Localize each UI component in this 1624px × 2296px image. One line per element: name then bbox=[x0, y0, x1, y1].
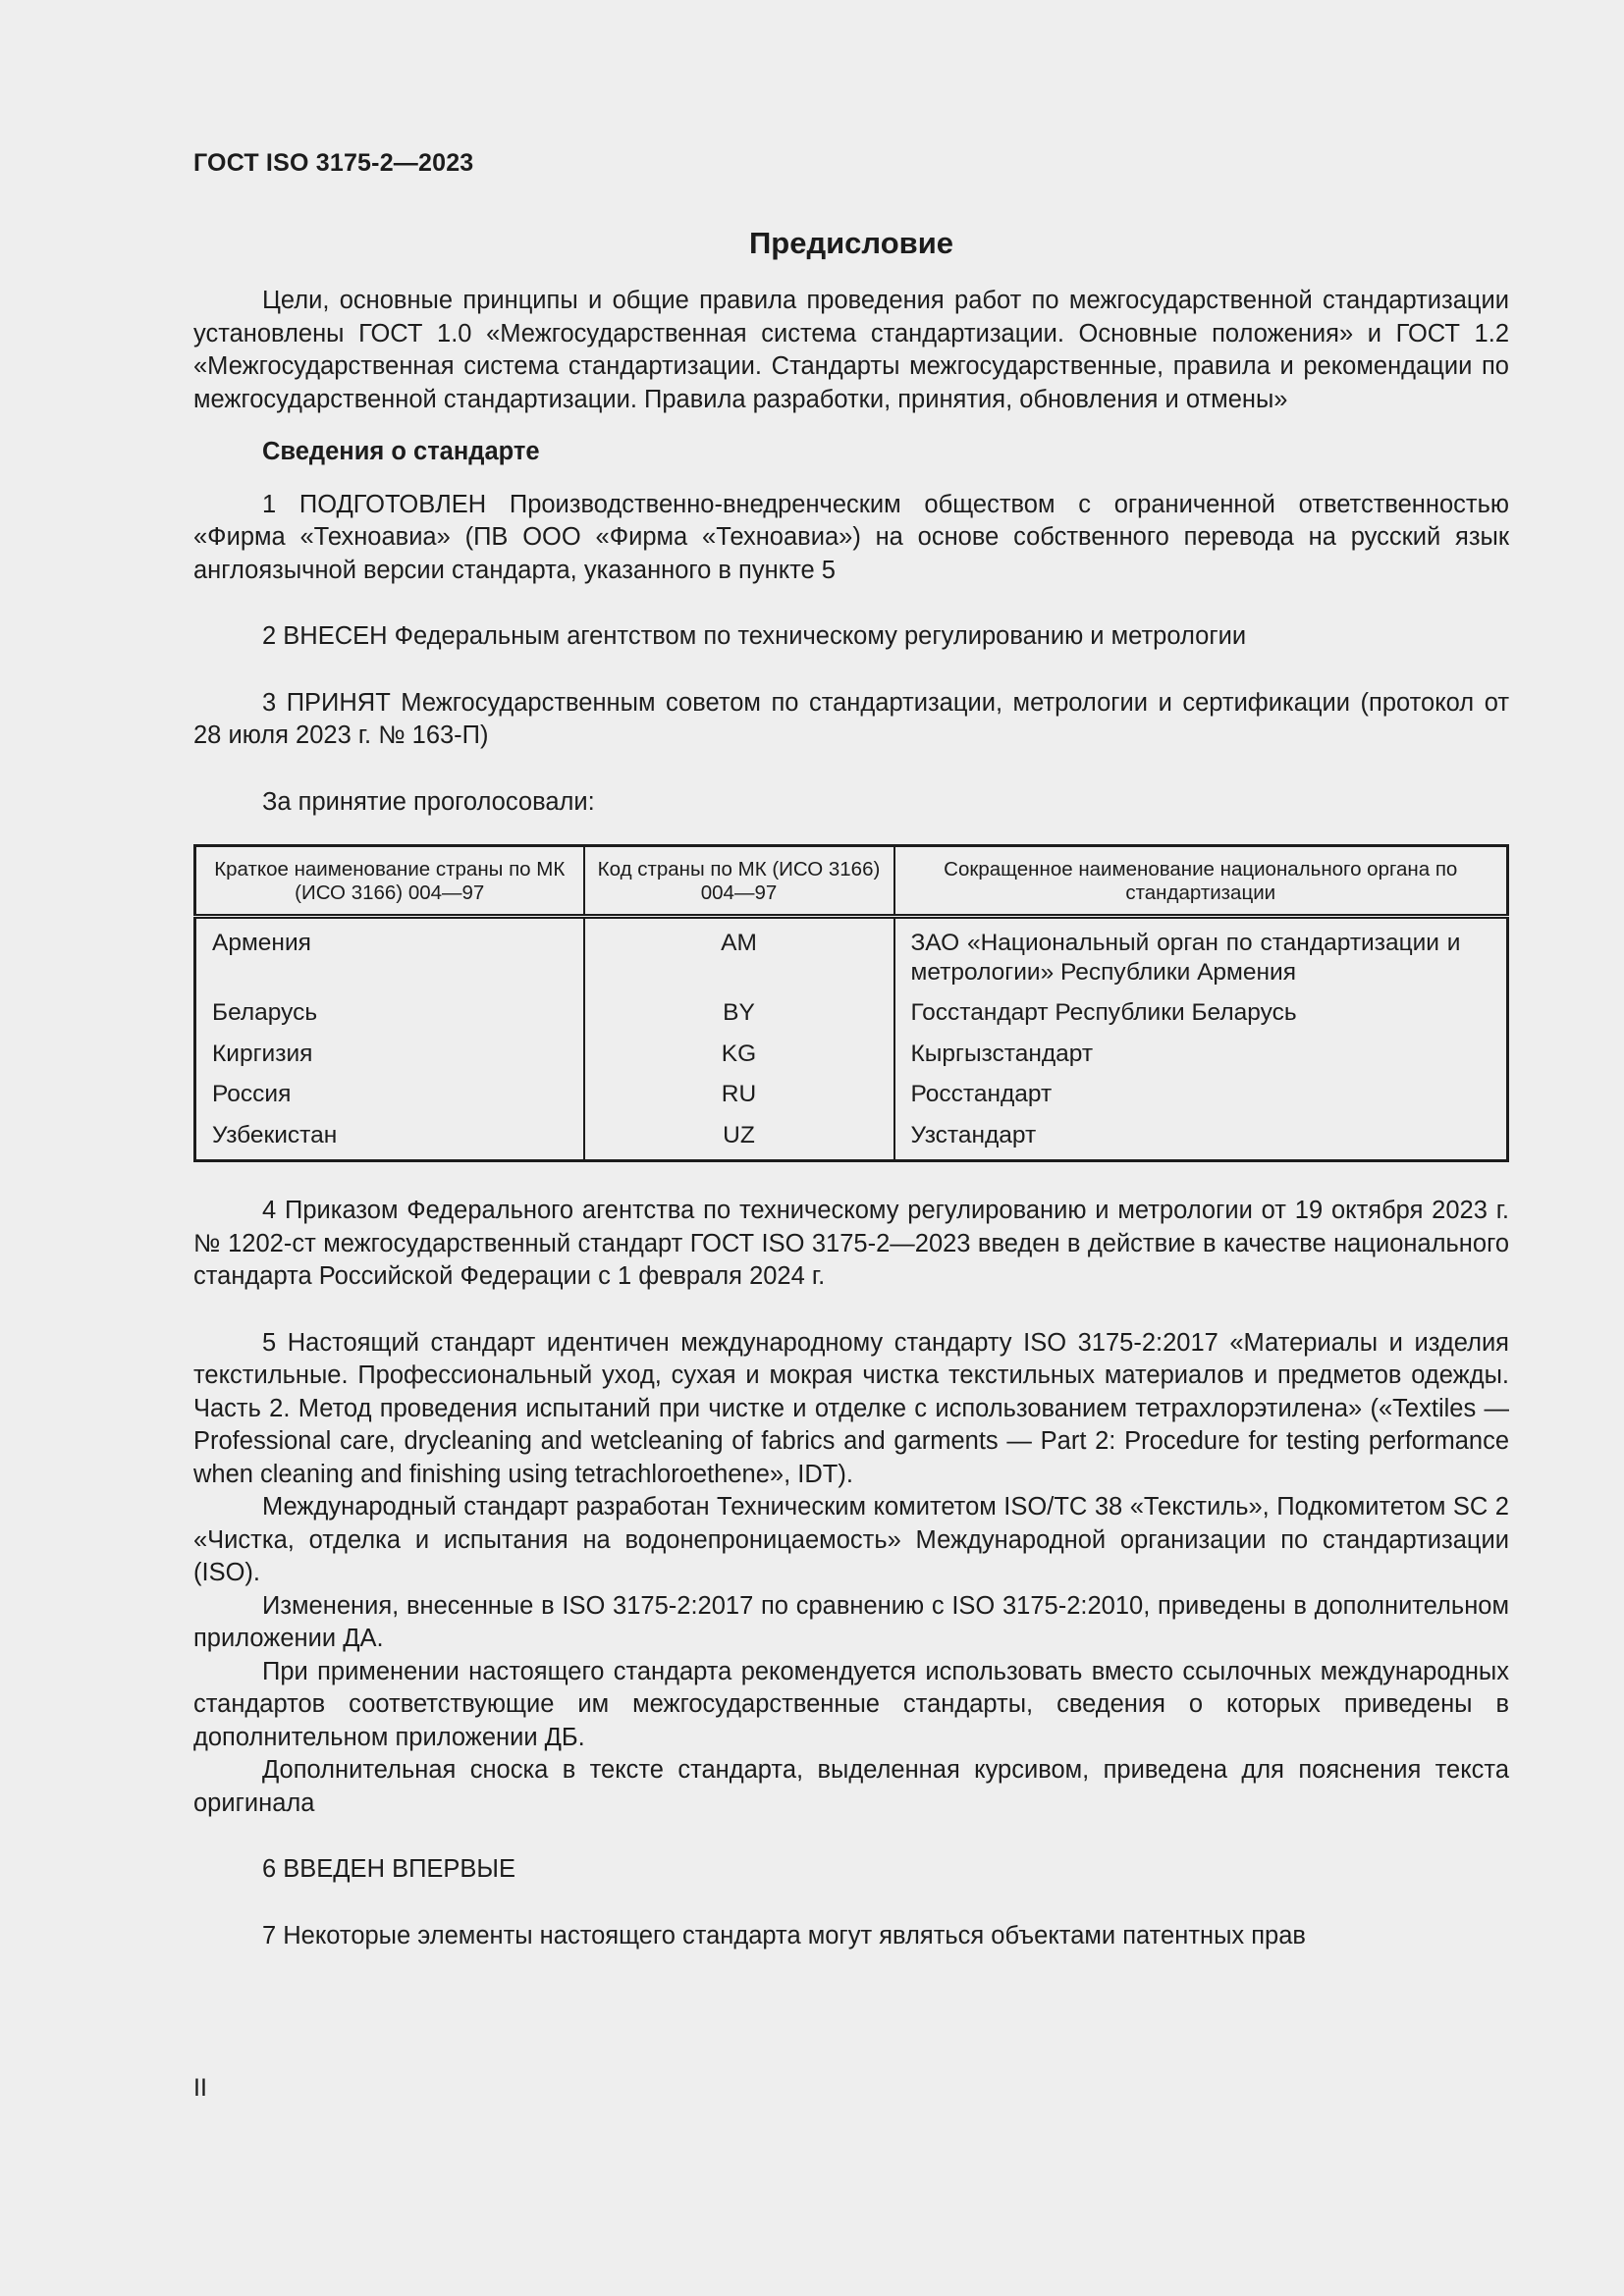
table-header-code: Код страны по МК (ИСО 3166) 004—97 bbox=[584, 846, 894, 917]
table-cell-body: Узстандарт bbox=[894, 1115, 1508, 1161]
table-cell-code: AM bbox=[584, 917, 894, 993]
page-number: II bbox=[193, 2074, 207, 2102]
item-1-paragraph: 1 ПОДГОТОВЛЕН Производственно-внедренческим обществом с ограниченной ответственностью «Фирма «Техноавиа» (ПВ ООО «Фирма «Техноавиа») на основе собственного перевода на русский язык англоязычной версии стандарта, указанного в пункте 5 bbox=[193, 490, 1509, 584]
item-4-paragraph: 4 Приказом Федерального агентства по техническому регулированию и метрологии от 19 октября 2023 г. № 1202-ст межгосударственный стандарт ГОСТ ISO 3175-2—2023 введен в действие в качестве национального стандарта Российской Федерации с 1 февраля 2024 г. bbox=[193, 1197, 1509, 1290]
item-5-paragraph: 5 Настоящий стандарт идентичен международному стандарту ISO 3175-2:2017 «Материалы и изделия текстильные. Профессиональный уход, сухая и мокрая чистка текстильных материалов и предметов одежды. Часть 2. Метод проведения испытаний при чистке и отделке с использованием тетрахлорэтилена» («Textiles — Professional care, drycleaning and wetcleaning of fabrics and garments — Part 2: Procedure for testing performance when cleaning and finishing using tetrachloroethene», IDT). bbox=[193, 1328, 1509, 1488]
item-5-tc-paragraph: Международный стандарт разработан Техническим комитетом ISO/TC 38 «Текстиль», Подкомитетом SC 2 «Чистка, отделка и испытания на водонепроницаемость» Международной организации по стандартизации (ISO). bbox=[193, 1493, 1509, 1586]
table-cell-code: KG bbox=[584, 1034, 894, 1075]
table-row bbox=[195, 1034, 1508, 1075]
table-cell-body: Госстандарт Республики Беларусь bbox=[894, 992, 1508, 1034]
section-subhead: Сведения о стандарте bbox=[262, 438, 540, 465]
item-6-paragraph: 6 ВВЕДЕН ВПЕРВЫЕ bbox=[262, 1855, 516, 1883]
table-cell-country: Узбекистан bbox=[212, 1121, 338, 1148]
table-cell-body: Кыргызстандарт bbox=[894, 1034, 1508, 1075]
intro-paragraph: Цели, основные принципы и общие правила проведения работ по межгосударственной стандартизации установлены ГОСТ 1.0 «Межгосударственная система стандартизации. Основные положения» и ГОСТ 1.2 «Межгосударственная система стандартизации. Стандарты межгосударственные, правила и рекомендации по межгосударственной стандартизации. Правила разработки, принятия, обновления и отмены» bbox=[193, 287, 1509, 413]
item-2-paragraph: 2 ВНЕСЕН Федеральным агентством по техническому регулированию и метрологии bbox=[262, 622, 1247, 650]
table-row bbox=[195, 992, 1508, 1034]
table-cell-code: BY bbox=[584, 992, 894, 1034]
item-5-refs-paragraph: При применении настоящего стандарта рекомендуется использовать вместо ссылочных международных стандартов соответствующие им межгосударственные стандарты, сведения о которых приведены в дополнительном приложении ДБ. bbox=[193, 1657, 1509, 1751]
item-7-paragraph: 7 Некоторые элементы настоящего стандарта могут являться объектами патентных прав bbox=[262, 1921, 1306, 1949]
table-cell-body bbox=[894, 917, 1508, 993]
document-header: ГОСТ ISO 3175-2—2023 bbox=[193, 149, 474, 177]
table-row bbox=[195, 1074, 1508, 1115]
document-body bbox=[193, 285, 1509, 1952]
item-3-paragraph: 3 ПРИНЯТ Межгосударственным советом по стандартизации, метрологии и сертификации (протокол от 28 июля 2023 г. № 163-П) bbox=[193, 688, 1509, 749]
table-row bbox=[195, 917, 1508, 993]
table-cell-body-text: ЗАО «Национальный орган по стандартизации и метрологии» Республики Армения bbox=[910, 930, 1461, 986]
voting-table bbox=[193, 844, 1509, 1162]
table-cell-code: UZ bbox=[584, 1115, 894, 1161]
table-cell-country: Армения bbox=[212, 930, 311, 956]
page-title: Предисловие bbox=[748, 226, 953, 260]
item-5-note-paragraph: Дополнительная сноска в тексте стандарта, выделенная курсивом, приведена для пояснения текста оригинала bbox=[193, 1756, 1509, 1817]
table-header-country: Краткое наименование страны по МК (ИСО 3166) 004—97 bbox=[195, 846, 584, 917]
table-cell-country: Россия bbox=[212, 1081, 292, 1107]
table-header-row bbox=[195, 846, 1508, 917]
table-cell-country: Беларусь bbox=[212, 999, 318, 1026]
table-row bbox=[195, 1115, 1508, 1161]
table-header-body: Сокращенное наименование национального органа по стандартизации bbox=[894, 846, 1508, 917]
table-cell-country: Киргизия bbox=[212, 1040, 313, 1067]
item-5-changes-paragraph: Изменения, внесенные в ISO 3175-2:2017 по сравнению с ISO 3175-2:2010, приведены в дополнительном приложении ДА. bbox=[193, 1591, 1509, 1652]
table-cell-body: Росстандарт bbox=[894, 1074, 1508, 1115]
vote-intro: За принятие проголосовали: bbox=[262, 787, 595, 816]
table-cell-code: RU bbox=[584, 1074, 894, 1115]
